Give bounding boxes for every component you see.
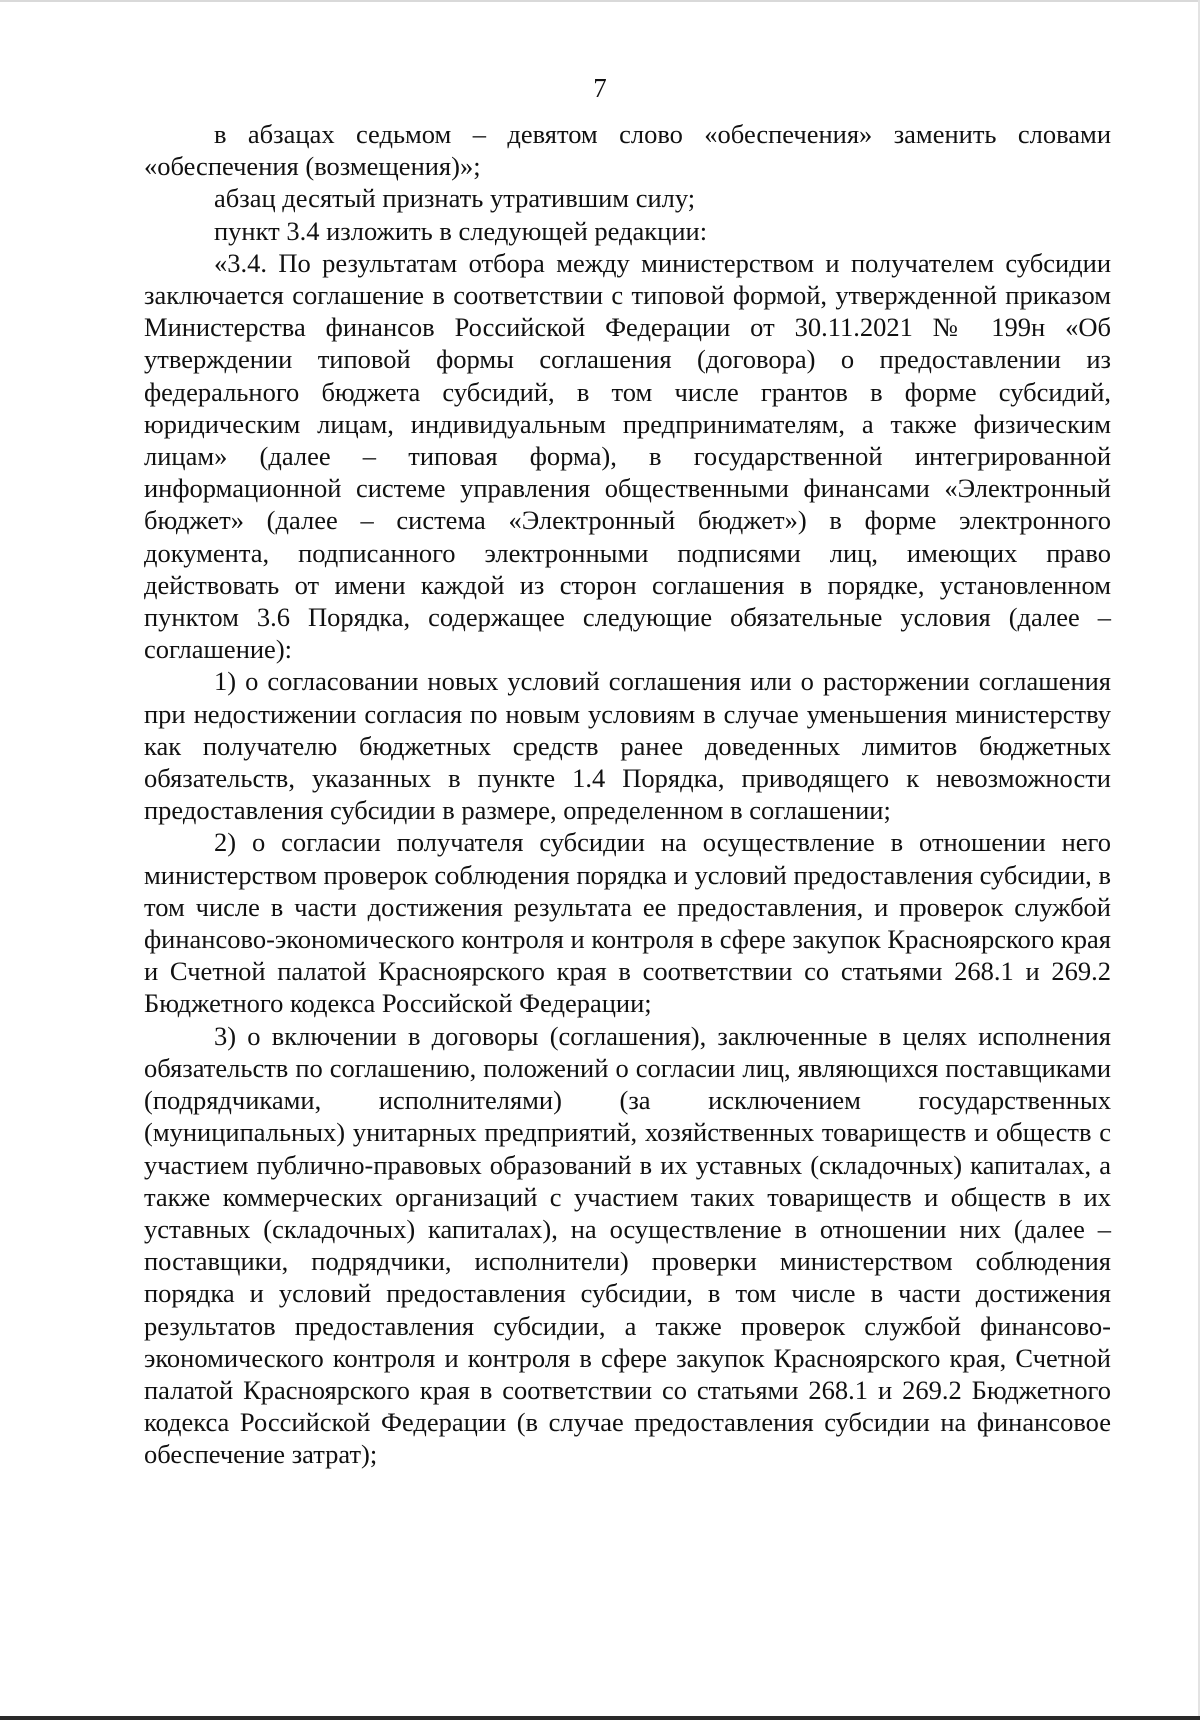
paragraph-amendment-words: в абзацах седьмом – девятом слово «обеспечения» заменить словами «обеспечения (возмещения)»;	[144, 119, 1111, 182]
scan-bottom-edge	[0, 1716, 1200, 1720]
page-number: 7	[593, 73, 607, 103]
paragraph-condition-3: 3) о включении в договоры (соглашения), заключенные в целях исполнения обязательств по соглашению, положений о согласии лиц, являющихся поставщиками (подрядчиками, исполнителями) (за исключением государственных (муниципальных) унитарных предприятий, хозяйственных товариществ и обществ с участием публично-правовых образований в их уставных (складочных) капиталах, а также коммерческих организаций с участием таких товариществ и обществ в их уставных (складочных) капиталах), на осуществление в отношении них (далее – поставщики, подрядчики, исполнители) проверки министерством соблюдения порядка и условий предоставления субсидии, в том числе в части достижения результатов предоставления субсидии, а также проверок службой финансово-экономического контроля и контроля в сфере закупок Красноярского края, Счетной палатой Красноярского края в соответствии со статьями 268.1 и 269.2 Бюджетного кодекса Российской Федерации (в случае предоставления субсидии на финансовое обеспечение затрат);	[144, 1020, 1111, 1470]
paragraph-condition-1: 1) о согласовании новых условий соглашения или о расторжении соглашения при недостижении согласия по новым условиям в случае уменьшения министерству как получателю бюджетных средств ранее доведенных лимитов бюджетных обязательств, указанных в пункте 1.4 Порядка, приводящего к невозможности предоставления субсидии в размере, определенном в соглашении;	[144, 666, 1111, 826]
paragraph-point-3-4-intro: пункт 3.4 изложить в следующей редакции:	[214, 215, 708, 246]
scan-top-edge	[0, 0, 1200, 2]
paragraph-point-3-4: «3.4. По результатам отбора между министерством и получателем субсидии заключается соглашение в соответствии с типовой формой, утвержденной приказом Министерства финансов Российской Федерации от 30.11.2021 № 199н «Об утверждении типовой формы соглашения (договора) о предоставлении из федерального бюджета субсидий, в том числе грантов в форме субсидий, юридическим лицам, индивидуальным предпринимателям, а также физическим лицам» (далее – типовая форма), в государственной интегрированной информационной системе управления общественными финансами «Электронный бюджет» (далее – система «Электронный бюджет») в форме электронного документа, подписанного электронными подписями лиц, имеющих право действовать от имени каждой из сторон соглашения в порядке, установленном пунктом 3.6 Порядка, содержащее следующие обязательные условия (далее – соглашение):	[144, 247, 1111, 665]
document-body	[144, 118, 1111, 1471]
paragraph-repeal-tenth: абзац десятый признать утратившим силу;	[214, 183, 696, 214]
paragraph-condition-2: 2) о согласии получателя субсидии на осуществление в отношении него министерством проверок соблюдения порядка и условий предоставления субсидии, в том числе в части достижения результата ее предоставления, и проверок службой финансово-экономического контроля и контроля в сфере закупок Красноярского края и Счетной палатой Красноярского края в соответствии со статьями 268.1 и 269.2 Бюджетного кодекса Российской Федерации;	[144, 827, 1111, 1019]
